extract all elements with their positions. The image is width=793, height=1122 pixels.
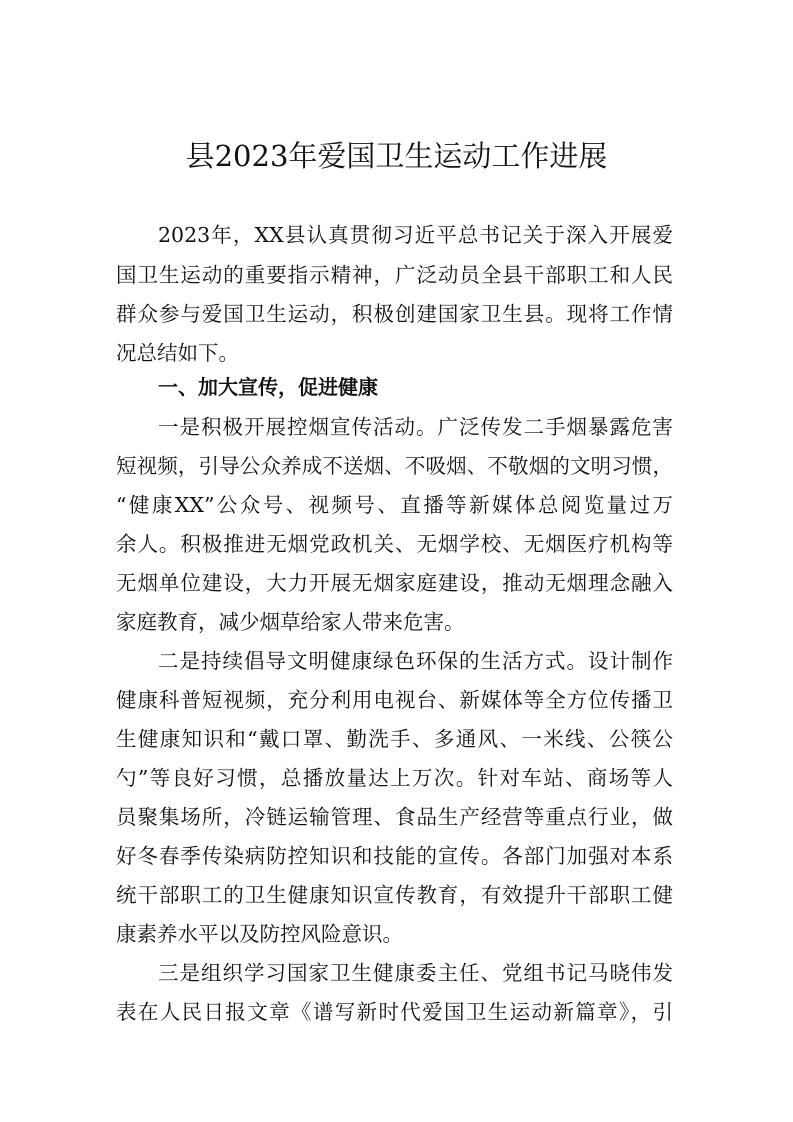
paragraph-line: 三是组织学习国家卫生健康委主任、党组书记马晓伟发 [158,961,673,985]
paragraph-line: 好冬春季传染病防控知识和技能的宣传。各部门加强对本系 [116,844,673,868]
intro-line: 2023年，XX县认真贯彻习近平总书记关于深入开展爱 [158,223,673,247]
paragraph-line: 康素养水平以及防控风险意识。 [116,922,403,946]
paragraph-line: “健康XX”公众号、视频号、直播等新媒体总阅览量过万 [116,493,673,517]
paragraph-line: 一是积极开展控烟宣传活动。广泛传发二手烟暴露危害 [158,415,673,439]
paragraph-line: 统干部职工的卫生健康知识宣传教育，有效提升干部职工健 [116,883,673,907]
paragraph-line: 表在人民日报文章《谱写新时代爱国卫生运动新篇章》，引 [116,1000,673,1024]
paragraph-line: 余人。积极推进无烟党政机关、无烟学校、无烟医疗机构等 [116,532,673,556]
section-heading: 一、加大宣传，促进健康 [158,375,378,399]
paragraph-line: 健康科普短视频，充分利用电视台、新媒体等全方位传播卫 [116,688,673,712]
intro-line: 群众参与爱国卫生运动，积极创建国家卫生县。现将工作情 [116,302,673,326]
paragraph-line: 生健康知识和“戴口罩、勤洗手、多通风、一米线、公筷公 [116,727,673,751]
document-title: 县2023年爱国卫生运动工作进展 [185,139,608,173]
paragraph-line: 家庭教育，减少烟草给家人带来危害。 [116,610,465,634]
paragraph-line: 短视频，引导公众养成不送烟、不吸烟、不敬烟的文明习惯， [116,454,673,478]
intro-line: 况总结如下。 [116,341,239,365]
paragraph-line: 二是持续倡导文明健康绿色环保的生活方式。设计制作 [158,649,673,673]
paragraph-line: 无烟单位建设，大力开展无烟家庭建设，推动无烟理念融入 [116,571,673,595]
paragraph-line: 勺”等良好习惯，总播放量达上万次。针对车站、商场等人 [116,766,673,790]
paragraph-line: 员聚集场所，冷链运输管理、食品生产经营等重点行业，做 [116,805,673,829]
intro-line: 国卫生运动的重要指示精神，广泛动员全县干部职工和人民 [116,263,673,287]
